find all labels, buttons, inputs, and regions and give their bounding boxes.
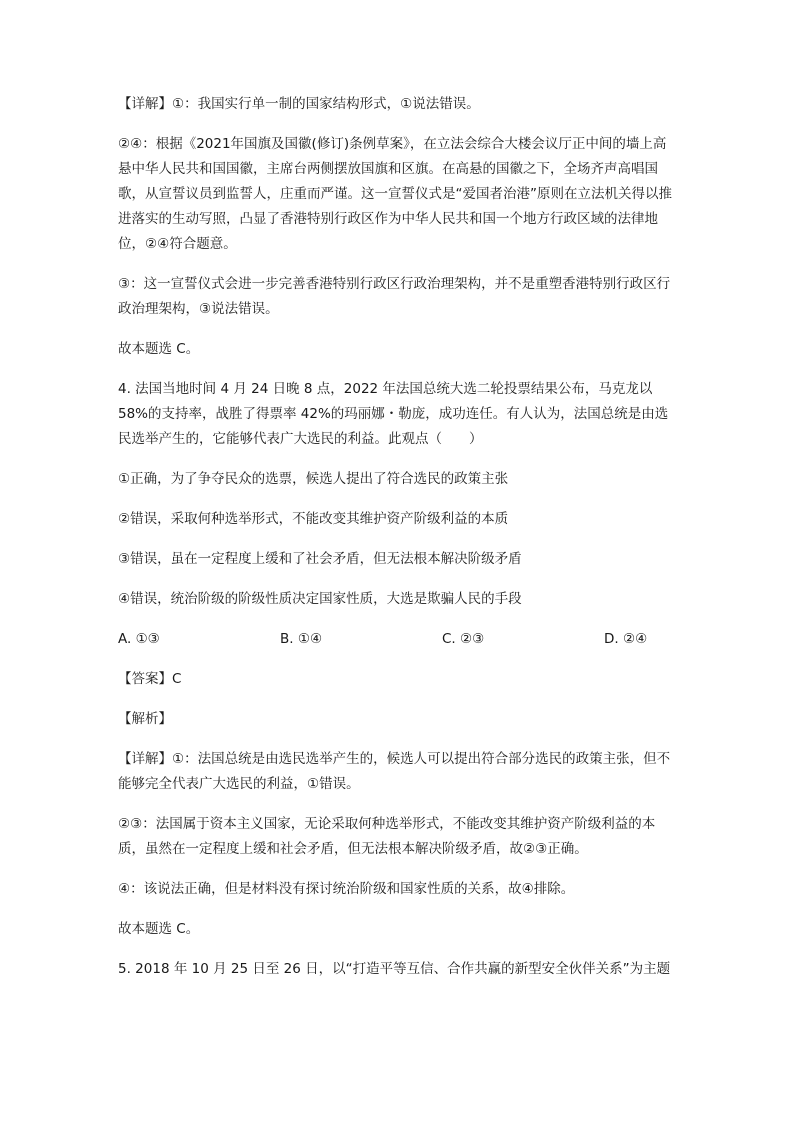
statement-4: ④错误，统治阶级的阶级性质决定国家性质，大选是欺骗人民的手段 [118, 591, 522, 607]
answer-conclusion: 故本题选 C。 [118, 341, 200, 357]
statement-1: ①正确，为了争夺民众的选票，候选人提出了符合选民的政策主张 [118, 471, 509, 487]
q4-detail-3: ④：该说法正确，但是材料没有探讨统治阶级和国家性质的关系，故④排除。 [118, 881, 575, 897]
answer-choices [118, 627, 678, 652]
q4-conclusion: 故本题选 C。 [118, 921, 200, 937]
analysis-detail-1: 【详解】①：我国实行单一制的国家结构形式，①说法错误。 [118, 96, 480, 112]
q4-detail-1: 【详解】①：法国总统是由选民选举产生的，候选人可以提出符合部分选民的政策主张，但不能够完全代表广大选民的利益，①错误。 [118, 751, 671, 792]
question-4-stem: 4. 法国当地时间 4 月 24 日晚 8 点，2022 年法国总统大选二轮投票结果公布，马克龙以 58%的支持率，战胜了得票率 42%的玛丽娜・勒庞，成功连任。有人认为，法国总统是由选民选举产生的，它能够代表广大选民的利益。此观点（ ） [118, 381, 669, 447]
answer-label: 【答案】C [118, 671, 182, 687]
analysis-heading: 【解析】 [118, 711, 172, 727]
choice-b: B. ①④ [280, 631, 323, 647]
statement-2: ②错误，采取何种选举形式，不能改变其维护资产阶级利益的本质 [118, 511, 509, 527]
document-body [118, 92, 678, 997]
choice-a: A. ①③ [118, 631, 160, 647]
statement-3: ③错误，虽在一定程度上缓和了社会矛盾，但无法根本解决阶级矛盾 [118, 551, 522, 567]
analysis-detail-3: ③：这一宣誓仪式会进一步完善香港特别行政区行政治理架构，并不是重塑香港特别行政区行政治理架构，③说法错误。 [118, 276, 671, 317]
question-5-stem: 5. 2018 年 10 月 25 日至 26 日，以“打造平等互信、合作共赢的新型安全伙伴关系”为主题 [118, 961, 671, 977]
choice-d: D. ②④ [604, 631, 648, 647]
analysis-detail-2: ②④：根据《2021年国旗及国徽(修订)条例草案》，在立法会综合大楼会议厅正中间的墙上高悬中华人民共和国国徽，主席台两侧摆放国旗和区旗。在高悬的国徽之下，全场齐声高唱国歌，从宣誓议员到监誓人，庄重而严谨。这一宣誓仪式是“爱国者治港”原则在立法机关得以推进落实的生动写照，凸显了香港特别行政区作为中华人民共和国一个地方行政区域的法律地位，②④符合题意。 [118, 136, 672, 252]
q4-detail-2: ②③：法国属于资本主义国家，无论采取何种选举形式，不能改变其维护资产阶级利益的本质，虽然在一定程度上缓和社会矛盾，但无法根本解决阶级矛盾，故②③正确。 [118, 816, 656, 857]
choice-c: C. ②③ [442, 631, 485, 647]
